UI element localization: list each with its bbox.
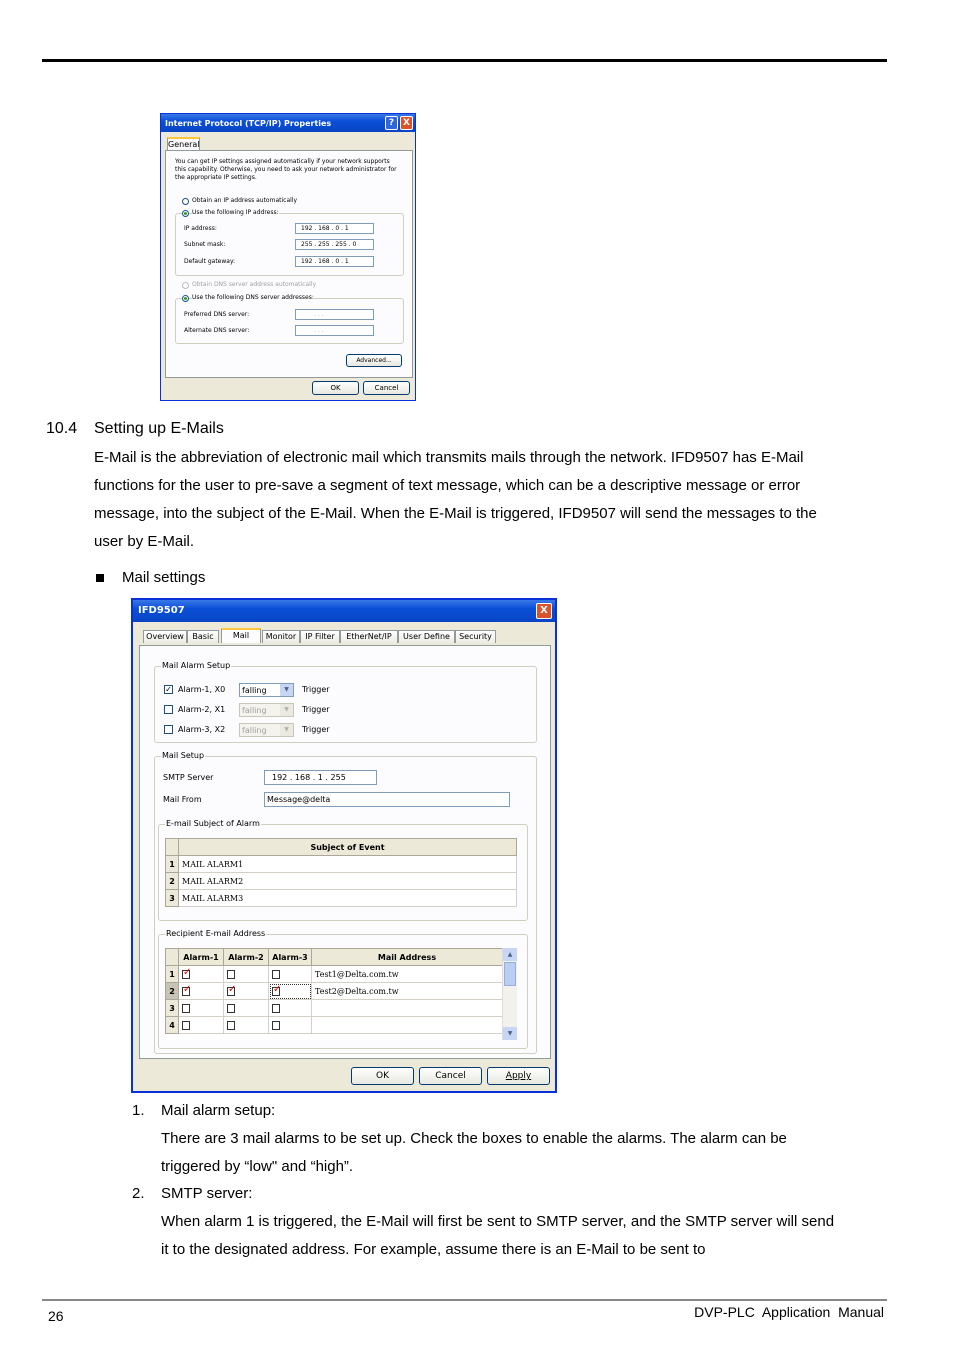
corner-cell	[166, 839, 179, 856]
mail-address-cell[interactable]	[312, 1017, 503, 1034]
close-icon[interactable]: X	[400, 116, 413, 130]
mail-from-input[interactable]: Message@delta	[264, 792, 510, 807]
apply-button[interactable]: Apply	[487, 1067, 550, 1085]
advanced-button[interactable]: Advanced...	[346, 354, 402, 367]
cancel-button[interactable]: Cancel	[363, 381, 410, 395]
tab-monitor[interactable]: Monitor	[262, 630, 300, 643]
alarm-3-trigger-label: Trigger	[302, 725, 330, 734]
subject-table	[165, 838, 517, 907]
checkbox-icon[interactable]	[272, 987, 280, 996]
radio-obtain-ip-label: Obtain an IP address automatically	[192, 197, 298, 204]
chevron-down-icon[interactable]: ▼	[280, 684, 293, 696]
recipient-legend: Recipient E-mail Address	[166, 929, 266, 938]
radio-use-dns-label: Use the following DNS server addresses:	[192, 294, 314, 301]
list-1-body-1: There are 3 mail alarms to be set up. Check the boxes to enable the alarms. The alarm can be	[161, 1130, 787, 1147]
close-icon[interactable]: X	[536, 603, 552, 619]
bullet-mail-settings: Mail settings	[122, 569, 206, 586]
radio-use-ip[interactable]	[182, 210, 189, 217]
preferred-dns-input[interactable]: . . .	[295, 309, 374, 320]
alarm-1-trigger-label: Trigger	[302, 685, 330, 694]
row-number: 1	[166, 856, 179, 873]
cancel-button[interactable]: Cancel	[419, 1067, 482, 1085]
checkbox-icon[interactable]	[182, 987, 190, 996]
table-row[interactable]	[166, 856, 517, 873]
scroll-thumb[interactable]	[504, 962, 516, 986]
alarm-2-trigger-label: Trigger	[302, 705, 330, 714]
tab-strip	[143, 630, 543, 645]
table-row[interactable]	[166, 1017, 503, 1034]
alarm-3-mode-value: falling	[242, 726, 267, 735]
checkbox-icon[interactable]	[182, 1004, 190, 1013]
intro-line-3: message, into the subject of the E-Mail. When the E-Mail is triggered, IFD9507 will send the messages to the	[94, 505, 817, 522]
recipient-table	[165, 948, 503, 1034]
checkbox-icon[interactable]	[272, 970, 280, 979]
radio-use-ip-label: Use the following IP address:	[192, 209, 279, 216]
tab-user-define[interactable]: User Define	[398, 630, 455, 643]
manual-title: DVP-PLC Application Manual	[694, 1304, 884, 1320]
scroll-up-icon[interactable]: ▲	[503, 948, 517, 961]
row-number: 4	[166, 1017, 179, 1034]
table-row[interactable]	[166, 983, 503, 1000]
alarm-3-header: Alarm-3	[269, 949, 312, 966]
alarm-3-checkbox[interactable]	[164, 725, 173, 734]
row-number: 3	[166, 890, 179, 907]
alarm-3-cell[interactable]	[269, 1000, 312, 1017]
mail-setup-legend: Mail Setup	[162, 751, 205, 760]
tcpip-title-bar[interactable]	[161, 114, 415, 132]
alarm-1-checkbox[interactable]: ✓	[165, 685, 172, 694]
list-2-body-1: When alarm 1 is triggered, the E-Mail will first be sent to SMTP server, and the SMTP server will send	[161, 1213, 835, 1230]
subject-header: Subject of Event	[179, 839, 517, 856]
table-row[interactable]	[166, 1000, 503, 1017]
subnet-mask-label: Subnet mask:	[184, 241, 226, 248]
footer-rule	[42, 1299, 887, 1301]
ok-button[interactable]: OK	[351, 1067, 414, 1085]
mail-address-header: Mail Address	[312, 949, 503, 966]
intro-line-2: functions for the user to pre-save a segment of text message, which can be a descriptive message or error	[94, 477, 801, 494]
alternate-dns-input[interactable]: . . .	[295, 325, 374, 336]
list-2-number: 2.	[132, 1185, 145, 1202]
alarm-1-cell[interactable]	[179, 983, 224, 1000]
mail-panel	[139, 645, 551, 1059]
row-number: 2	[166, 983, 179, 1000]
checkbox-icon[interactable]	[227, 987, 235, 996]
header-rule	[42, 59, 887, 62]
mail-alarm-setup-legend: Mail Alarm Setup	[162, 661, 231, 670]
alarm-2-mode-select[interactable]	[239, 703, 294, 717]
alarm-3-mode-select[interactable]	[239, 723, 294, 737]
list-2-body-2: it to the designated address. For example, assume there is an E-Mail to be sent to	[161, 1241, 706, 1258]
ip-address-input[interactable]: 192 . 168 . 0 . 1	[295, 223, 374, 234]
list-1-body-2: triggered by “low" and “high”.	[161, 1158, 354, 1175]
alarm-1-label: Alarm-1, X0	[178, 685, 226, 694]
alarm-2-label: Alarm-2, X1	[178, 705, 226, 714]
default-gateway-input[interactable]: 192 . 168 . 0 . 1	[295, 256, 374, 267]
ok-button[interactable]: OK	[312, 381, 359, 395]
section-title: Setting up E-Mails	[94, 420, 224, 437]
row-number: 2	[166, 873, 179, 890]
default-gateway-label: Default gateway:	[184, 258, 236, 265]
corner-cell	[166, 949, 179, 966]
description-line-2: this capability. Otherwise, you need to ask your network administrator for	[175, 166, 397, 173]
tab-general[interactable]: General	[167, 137, 200, 150]
row-number: 1	[166, 966, 179, 983]
table-row[interactable]	[166, 873, 517, 890]
radio-use-dns[interactable]	[182, 295, 189, 302]
dns-group	[175, 298, 404, 344]
ifd-title-bar[interactable]	[133, 600, 555, 622]
description-line-3: the appropriate IP settings.	[175, 174, 257, 181]
smtp-server-label: SMTP Server	[163, 773, 214, 782]
alarm-2-header: Alarm-2	[224, 949, 269, 966]
description-line-1: You can get IP settings assigned automatically if your network supports	[175, 158, 390, 165]
alarm-3-cell[interactable]	[269, 983, 312, 1000]
radio-obtain-dns-label: Obtain DNS server address automatically	[192, 281, 317, 288]
subject-cell[interactable]: MAIL ALARM3	[179, 890, 517, 907]
page-number: 26	[48, 1308, 64, 1324]
radio-obtain-ip[interactable]	[182, 198, 189, 205]
tab-mail[interactable]: Mail	[221, 628, 261, 643]
ifd9507-dialog	[131, 598, 557, 1093]
alarm-1-header: Alarm-1	[179, 949, 224, 966]
chevron-down-icon[interactable]: ▼	[280, 724, 293, 736]
list-1-title: Mail alarm setup:	[161, 1102, 276, 1119]
section-number: 10.4	[46, 420, 78, 437]
smtp-server-input[interactable]: 192 . 168 . 1 . 255	[264, 770, 377, 785]
tab-ethernet-ip[interactable]: EtherNet/IP	[340, 630, 398, 643]
tcpip-properties-dialog	[160, 113, 416, 401]
alarm-1-mode-select[interactable]	[239, 683, 294, 697]
alarm-1-cell[interactable]	[179, 1000, 224, 1017]
tab-overview[interactable]: Overview	[143, 630, 187, 643]
list-1-number: 1.	[132, 1102, 145, 1119]
checkbox-icon[interactable]	[272, 1021, 280, 1030]
alarm-2-cell[interactable]	[224, 1017, 269, 1034]
intro-line-4: user by E-Mail.	[94, 533, 195, 550]
email-subject-legend: E-mail Subject of Alarm	[166, 819, 260, 828]
checkbox-icon[interactable]	[227, 1021, 235, 1030]
alarm-3-cell[interactable]	[269, 1017, 312, 1034]
alarm-1-mode-value: falling	[242, 686, 267, 695]
checkbox-icon[interactable]	[227, 1004, 235, 1013]
table-row[interactable]	[166, 890, 517, 907]
tab-basic[interactable]: Basic	[187, 630, 219, 643]
help-icon[interactable]: ?	[385, 116, 398, 130]
alarm-3-cell[interactable]	[269, 966, 312, 983]
row-number: 3	[166, 1000, 179, 1017]
alternate-dns-label: Alternate DNS server:	[184, 327, 250, 334]
tcpip-title: Internet Protocol (TCP/IP) Properties	[165, 119, 332, 128]
subject-cell[interactable]: MAIL ALARM2	[179, 873, 517, 890]
subject-cell[interactable]: MAIL ALARM1	[179, 856, 517, 873]
alarm-2-cell[interactable]	[224, 1000, 269, 1017]
vertical-scrollbar[interactable]	[502, 948, 517, 1040]
alarm-2-cell[interactable]	[224, 966, 269, 983]
chevron-down-icon[interactable]: ▼	[280, 704, 293, 716]
radio-obtain-dns[interactable]	[182, 282, 189, 289]
scroll-down-icon[interactable]: ▼	[503, 1027, 517, 1040]
mail-address-cell[interactable]: Test2@Delta.com.tw	[312, 983, 503, 1000]
mail-address-cell[interactable]: Test1@Delta.com.tw	[312, 966, 503, 983]
intro-line-1: E-Mail is the abbreviation of electronic mail which transmits mails through the network. IFD9507 has E-Mail	[94, 449, 804, 466]
alarm-3-label: Alarm-3, X2	[178, 725, 226, 734]
list-2-title: SMTP server:	[161, 1185, 253, 1202]
alarm-2-cell[interactable]	[224, 983, 269, 1000]
ip-address-label: IP address:	[184, 225, 217, 232]
mail-address-cell[interactable]	[312, 1000, 503, 1017]
bullet-square-icon	[96, 574, 104, 582]
alarm-2-mode-value: falling	[242, 706, 267, 715]
general-panel	[165, 150, 413, 378]
preferred-dns-label: Preferred DNS server:	[184, 311, 250, 318]
checkbox-icon[interactable]	[182, 970, 190, 979]
alarm-1-cell[interactable]	[179, 1017, 224, 1034]
tab-security[interactable]: Security	[455, 630, 496, 643]
alarm-2-checkbox[interactable]	[164, 705, 173, 714]
checkbox-icon[interactable]	[182, 1021, 190, 1030]
recipient-table-viewport	[165, 948, 517, 1040]
alarm-1-cell[interactable]	[179, 966, 224, 983]
checkbox-icon[interactable]	[272, 1004, 280, 1013]
subnet-mask-input[interactable]: 255 . 255 . 255 . 0	[295, 239, 374, 250]
tab-ip-filter[interactable]: IP Filter	[300, 630, 340, 643]
table-row[interactable]	[166, 966, 503, 983]
ifd-title: IFD9507	[138, 605, 185, 616]
mail-from-label: Mail From	[163, 795, 202, 804]
checkbox-icon[interactable]	[227, 970, 235, 979]
